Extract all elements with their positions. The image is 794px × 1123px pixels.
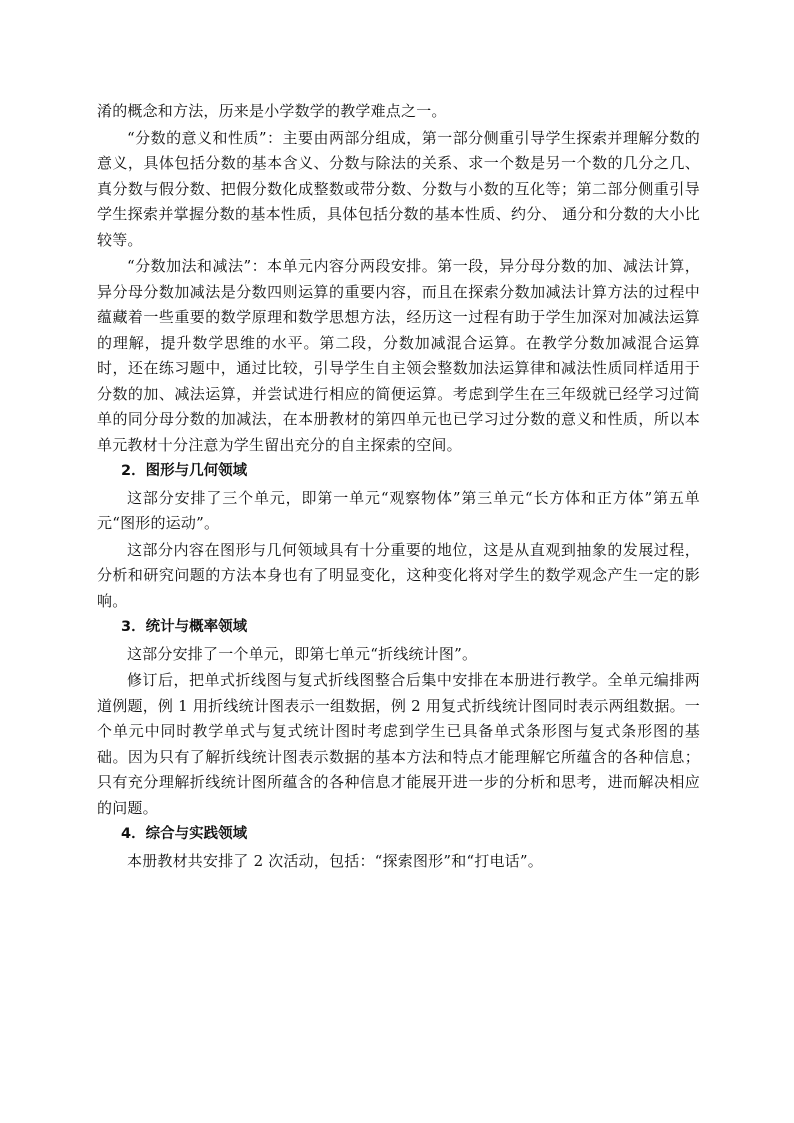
paragraph-continuation: 淆的概念和方法，历来是小学数学的教学难点之一。 <box>97 102 447 120</box>
section-heading-statistics: 3．统计与概率领域 <box>121 619 248 635</box>
document-page <box>97 99 700 875</box>
paragraph-geometry-units: 这部分安排了三个单元，即第一单元“观察物体”第三单元“长方体和正方体”第五单元“图形的运动”。 <box>97 488 700 532</box>
paragraph-geometry-importance: 这部分内容在图形与几何领域具有十分重要的地位，这是从直观到抽象的发展过程，分析和研究问题的方法本身也有了明显变化，这种变化将对学生的数学观念产生一定的影响。 <box>97 540 700 610</box>
paragraph-statistics-revision: 修订后，把单式折线图与复式折线图整合后集中安排在本册进行教学。全单元编排两道例题，例 1 用折线统计图表示一组数据，例 2 用复式折线统计图同时表示两组数据。一个单元中同时教学单式与复式统计图时考虑到学生已具备单式条形图与复式条形图的基础。因为只有了解折线统计图表示数据的基本方法和特点才能理解它所蕴含的各种信息；只有充分理解折线统计图所蕴含的各种信息才能展开进一步的分析和思考，进而解决相应的问题。 <box>97 671 700 817</box>
paragraph-fraction-meaning: “分数的意义和性质”：主要由两部分组成，第一部分侧重引导学生探索并理解分数的意义，具体包括分数的基本含义、分数与除法的关系、求一个数是另一个数的几分之几、真分数与假分数、把假分数化成整数或带分数、分数与小数的互化等；第二部分侧重引导学生探索并掌握分数的基本性质，具体包括分数的基本性质、约分、 通分和分数的大小比较等。 <box>97 128 700 249</box>
paragraph-practice-activities: 本册教材共安排了 2 次活动，包括：“探索图形”和“打电话”。 <box>127 851 543 870</box>
paragraph-statistics-unit: 这部分安排了一个单元，即第七单元“折线统计图”。 <box>127 644 478 663</box>
section-heading-practice: 4．综合与实践领域 <box>121 826 248 842</box>
paragraph-fraction-addition: “分数加法和减法”：本单元内容分两段安排。第一段，异分母分数的加、减法计算，异分母分数加减法是分数四则运算的重要内容，而且在探索分数加减法计算方法的过程中蕴藏着一些重要的数学原理和数学思想方法，经历这一过程有助于学生加深对加减法运算的理解，提升数学思维的水平。第二段，分数加减混合运算。在教学分数加减混合运算时，还在练习题中，通过比较，引导学生自主领会整数加法运算律和减法性质同样适用于分数的加、减法运算，并尝试进行相应的简便运算。考虑到学生在三年级就已经学习过简单的同分母分数的加减法，在本册教材的第四单元也已学习过分数的意义和性质，所以本单元教材十分注意为学生留出充分的自主探索的空间。 <box>97 257 700 454</box>
section-heading-geometry: 2．图形与几何领域 <box>121 463 248 479</box>
